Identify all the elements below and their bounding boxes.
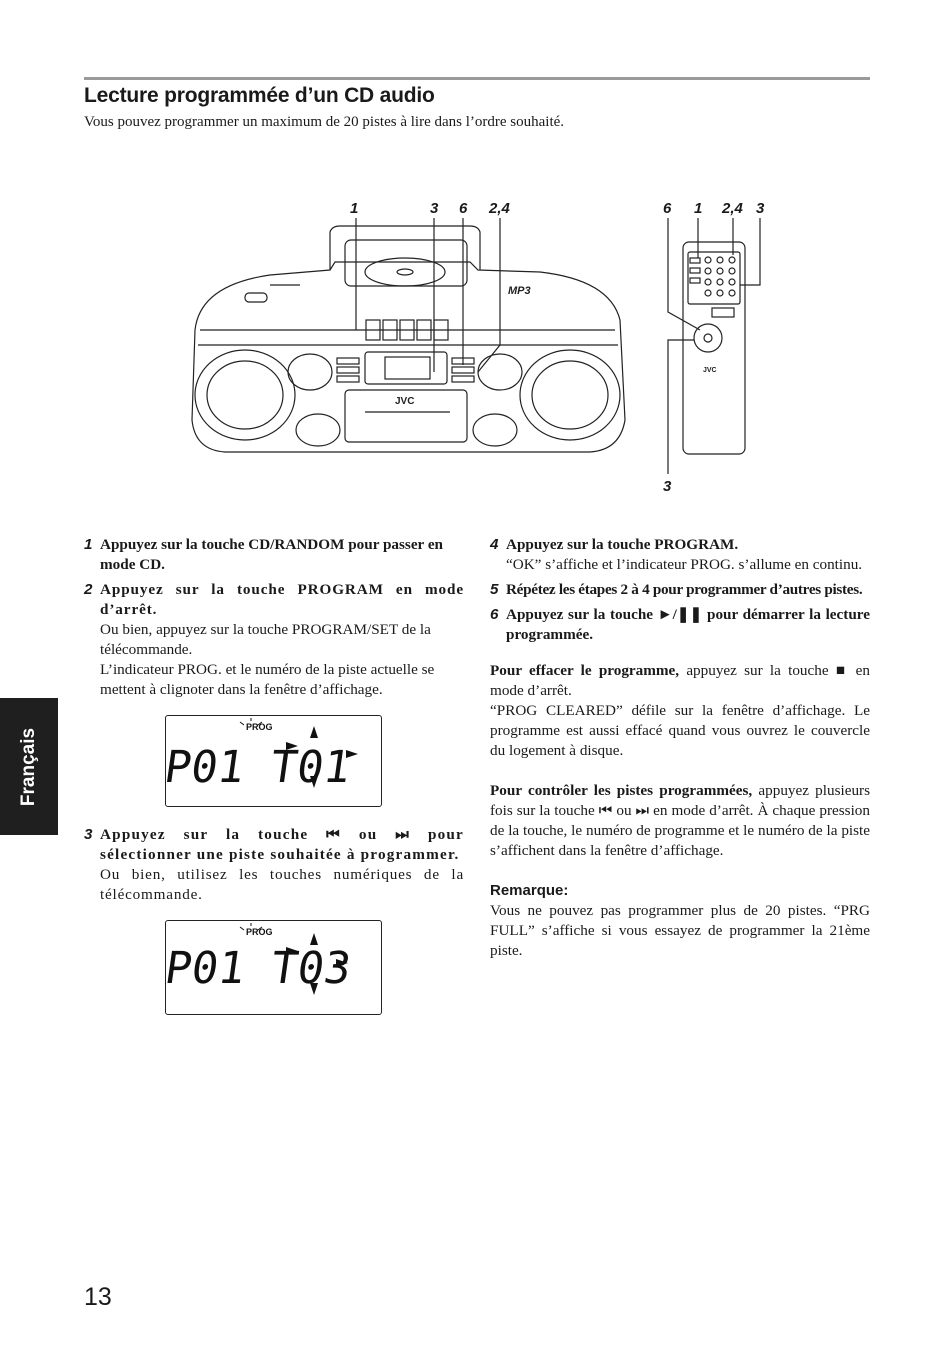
boombox-illustration <box>180 196 780 496</box>
clear-detail: “PROG CLEARED” défile sur la fenêtre d’affichage. Le programme est aussi effacé quand vous ouvrez le couvercle du logement à disque. <box>490 702 870 759</box>
check-text: appuyez plusieurs fois sur la touche ⏮ ou ⏭ en mode d’arrêt. À chaque pression de la touche, le numéro de programme et le numéro de la piste s’affichent dans la fenêtre d’affichage. <box>490 782 871 859</box>
step-instruction: Appuyez sur la touche CD/RANDOM pour passer en mode CD. <box>100 536 444 573</box>
clear-lead: Pour effacer le programme, <box>490 662 680 679</box>
page-number: 13 <box>84 1283 112 1311</box>
step-6 <box>490 605 870 645</box>
step-number: 2 <box>84 581 93 598</box>
lcd-display-2-graphic <box>166 921 381 1014</box>
intro-text: Vous pouvez programmer un maximum de 20 pistes à lire dans l’ordre souhaité. <box>84 114 565 130</box>
lcd-display-2 <box>165 920 382 1015</box>
jvc-logo: JVC <box>395 396 415 407</box>
step-instruction: Appuyez sur la touche ⏮ ou ⏭ pour sélectionner une piste souhaitée à programmer. <box>100 826 464 863</box>
remark-title: Remarque: <box>490 882 569 899</box>
step-4 <box>490 535 870 575</box>
step-instruction: Appuyez sur la touche ►/❚❚ pour démarrer la lecture programmée. <box>506 606 870 643</box>
lcd-display-1-graphic <box>166 716 381 806</box>
step-detail: Ou bien, utilisez les touches numériques de la télécommande. <box>100 866 464 903</box>
step-detail: “OK” s’affiche et l’indicateur PROG. s’allume en continu. <box>506 556 863 573</box>
callout-boombox-6: 6 <box>459 200 468 217</box>
language-tab <box>0 698 58 835</box>
callout-remote-2-4: 2,4 <box>722 200 743 217</box>
step-detail: Ou bien, appuyez sur la touche PROGRAM/SET de la télécommande. <box>100 621 431 658</box>
right-column <box>490 535 870 961</box>
step-instruction: Appuyez sur la touche PROGRAM en mode d’arrêt. <box>100 581 464 618</box>
lcd-digits: P01 T03 <box>166 943 355 994</box>
callout-remote-3: 3 <box>756 200 765 217</box>
language-tab-label: Français <box>18 727 39 806</box>
callout-boombox-1: 1 <box>350 200 359 217</box>
callout-boombox-2-4: 2,4 <box>489 200 510 217</box>
step-number: 5 <box>490 581 499 598</box>
left-column-lower <box>84 825 464 910</box>
step-1 <box>84 535 464 575</box>
step-2 <box>84 580 464 700</box>
clear-text: appuyez sur la touche ■ en mode d’arrêt. <box>490 662 870 699</box>
clear-program-paragraph <box>490 661 870 701</box>
left-column <box>84 535 464 705</box>
mp3-logo: MP3 <box>508 285 531 297</box>
step-3 <box>84 825 464 905</box>
lcd-display-1 <box>165 715 382 807</box>
remark-text: Vous ne pouvez pas programmer plus de 20 pistes. “PRG FULL” s’affiche si vous essayez de programmer la 21ème piste. <box>490 902 870 959</box>
step-instruction: Répétez les étapes 2 à 4 pour programmer d’autres pistes. <box>506 581 863 598</box>
remote-jvc-logo: JVC <box>703 367 717 374</box>
page-title: Lecture programmée d’un CD audio <box>84 84 435 107</box>
step-number: 6 <box>490 606 499 623</box>
check-program-paragraph <box>490 781 870 861</box>
lcd-digits: P01 T01 <box>166 742 354 793</box>
step-instruction: Appuyez sur la touche PROGRAM. <box>506 536 739 553</box>
step-5 <box>490 580 870 600</box>
callout-boombox-3: 3 <box>430 200 439 217</box>
check-lead: Pour contrôler les pistes programmées, <box>490 782 753 799</box>
callout-remote-bottom-3: 3 <box>663 478 672 495</box>
step-number: 1 <box>84 536 93 553</box>
header-rule <box>84 77 870 80</box>
step-number: 4 <box>490 536 499 553</box>
callout-remote-1: 1 <box>694 200 703 217</box>
callout-remote-6: 6 <box>663 200 672 217</box>
step-number: 3 <box>84 826 93 843</box>
step-detail: L’indicateur PROG. et le numéro de la piste actuelle se mettent à clignoter dans la fenêtre d’affichage. <box>100 661 435 698</box>
prog-indicator: PROG <box>246 722 273 732</box>
prog-indicator: PROG <box>246 927 273 937</box>
